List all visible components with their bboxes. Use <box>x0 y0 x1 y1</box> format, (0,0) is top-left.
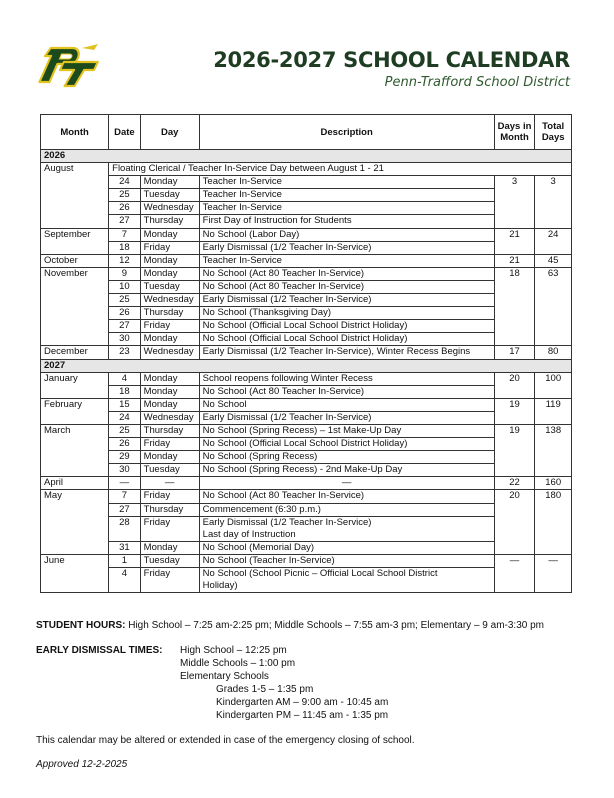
description-cell: No School (Official Local School District Holiday) <box>199 438 494 451</box>
total-days-cell: 63 <box>535 267 572 346</box>
day-cell: Friday <box>140 438 199 451</box>
date-cell: 9 <box>109 267 141 280</box>
description-line: Early Dismissal (1/2 Teacher In-Service) <box>202 516 372 528</box>
description-cell: Teacher In-Service <box>199 202 494 215</box>
description-cell: No School (Memorial Day) <box>199 541 494 554</box>
description-cell: Early Dismissal (1/2 Teacher In-Service), Winter Recess Begins <box>199 346 494 359</box>
early-dismissal-middle: Middle Schools – 1:00 pm <box>180 658 296 669</box>
description-cell <box>199 568 494 593</box>
early-dismissal-high: High School – 12:25 pm <box>180 645 287 656</box>
day-cell: Friday <box>140 241 199 254</box>
table-row <box>41 398 572 411</box>
day-cell: Friday <box>140 568 199 593</box>
description-cell: No School <box>199 398 494 411</box>
description-cell: No School (Official Local School District Holiday) <box>199 320 494 333</box>
total-days-cell: 180 <box>535 490 572 554</box>
description-cell: Commencement (6:30 p.m.) <box>199 503 494 516</box>
total-days-cell: 119 <box>535 398 572 424</box>
day-cell: Friday <box>140 516 199 541</box>
description-line: Holiday) <box>202 580 238 592</box>
year-label: 2026 <box>41 150 572 163</box>
date-cell: 4 <box>109 372 141 385</box>
date-cell: 15 <box>109 398 141 411</box>
day-cell: Monday <box>140 398 199 411</box>
date-cell: — <box>109 477 141 490</box>
day-cell: Monday <box>140 254 199 267</box>
day-cell: Monday <box>140 267 199 280</box>
total-days-cell: 24 <box>535 228 572 254</box>
description-cell: No School (Labor Day) <box>199 228 494 241</box>
table-row <box>41 516 572 541</box>
table-row <box>41 451 572 464</box>
date-cell: 23 <box>109 346 141 359</box>
table-row <box>41 241 572 254</box>
table-row <box>41 320 572 333</box>
table-row <box>41 189 572 202</box>
days-in-month-cell: 19 <box>494 424 535 476</box>
table-row <box>41 554 572 567</box>
page-title: 2026-2027 SCHOOL CALENDAR <box>213 48 570 72</box>
description-cell: No School (Official Local School District Holiday) <box>199 333 494 346</box>
table-row <box>41 228 572 241</box>
day-cell: Friday <box>140 320 199 333</box>
month-cell: August <box>41 163 109 228</box>
day-cell: Wednesday <box>140 346 199 359</box>
date-cell: 26 <box>109 202 141 215</box>
month-cell: October <box>41 254 109 267</box>
date-cell: 25 <box>109 189 141 202</box>
date-cell: 31 <box>109 541 141 554</box>
student-hours <box>36 620 544 631</box>
month-cell: January <box>41 372 109 398</box>
day-cell: Monday <box>140 541 199 554</box>
day-cell: Thursday <box>140 503 199 516</box>
day-cell: Monday <box>140 385 199 398</box>
month-cell: June <box>41 554 109 592</box>
date-cell: 28 <box>109 516 141 541</box>
description-cell: No School (Act 80 Teacher In-Service) <box>199 267 494 280</box>
district-name: Penn-Trafford School District <box>384 75 570 90</box>
days-in-month-cell: 20 <box>494 372 535 398</box>
day-cell: Tuesday <box>140 464 199 477</box>
total-days-cell: 100 <box>535 372 572 398</box>
year-row <box>41 150 572 163</box>
date-cell: 27 <box>109 503 141 516</box>
description-cell: No School (Spring Recess) - 2nd Make-Up Day <box>199 464 494 477</box>
description-cell: — <box>199 477 494 490</box>
table-row <box>41 280 572 293</box>
month-cell: February <box>41 398 109 424</box>
calendar-table <box>40 114 572 593</box>
total-days-cell: 160 <box>535 477 572 490</box>
table-row <box>41 163 572 176</box>
day-cell: Thursday <box>140 424 199 437</box>
date-cell: 18 <box>109 241 141 254</box>
date-cell: 26 <box>109 438 141 451</box>
date-cell: 29 <box>109 451 141 464</box>
days-in-month-cell: 22 <box>494 477 535 490</box>
day-cell: Wednesday <box>140 411 199 424</box>
day-cell: Thursday <box>140 215 199 228</box>
days-in-month-cell: 18 <box>494 267 535 346</box>
description-line: No School (School Picnic – Official Local School District <box>202 568 438 579</box>
description-cell: No School (Teacher In-Service) <box>199 554 494 567</box>
total-days-cell: 138 <box>535 424 572 476</box>
description-cell: Teacher In-Service <box>199 254 494 267</box>
column-header-description: Description <box>199 115 494 150</box>
description-cell: No School (Act 80 Teacher In-Service) <box>199 490 494 503</box>
description-cell: School reopens following Winter Recess <box>199 372 494 385</box>
approval-date: Approved 12-2-2025 <box>36 759 128 770</box>
month-cell: April <box>41 477 109 490</box>
day-cell: Monday <box>140 228 199 241</box>
student-hours-label: STUDENT HOURS: <box>36 620 126 631</box>
description-cell <box>199 516 494 541</box>
date-cell: 24 <box>109 176 141 189</box>
days-in-month-cell: 19 <box>494 398 535 424</box>
date-cell: 7 <box>109 490 141 503</box>
date-cell: 7 <box>109 228 141 241</box>
description-cell: No School (Spring Recess) – 1st Make-Up Day <box>199 424 494 437</box>
table-row <box>41 254 572 267</box>
table-row <box>41 176 572 189</box>
total-days-cell: 80 <box>535 346 572 359</box>
table-row <box>41 333 572 346</box>
description-cell: First Day of Instruction for Students <box>199 215 494 228</box>
early-dismissal-grades: Grades 1-5 – 1:35 pm <box>216 684 314 695</box>
description-cell: Teacher In-Service <box>199 176 494 189</box>
early-dismissal-label: EARLY DISMISSAL TIMES: <box>36 645 163 656</box>
table-row <box>41 424 572 437</box>
date-cell: 25 <box>109 294 141 307</box>
date-cell: 27 <box>109 215 141 228</box>
description-cell: Early Dismissal (1/2 Teacher In-Service) <box>199 241 494 254</box>
table-row <box>41 477 572 490</box>
table-row <box>41 307 572 320</box>
table-header-row <box>41 115 572 150</box>
description-line: Last day of Instruction <box>202 528 296 540</box>
column-header-days-in-month: Days in Month <box>494 115 535 150</box>
day-cell: — <box>140 477 199 490</box>
column-header-date: Date <box>109 115 141 150</box>
date-cell: 25 <box>109 424 141 437</box>
table-row <box>41 215 572 228</box>
table-row <box>41 202 572 215</box>
month-cell: November <box>41 267 109 346</box>
early-dismissal-kindergarten-pm: Kindergarten PM – 11:45 am - 1:35 pm <box>216 710 389 721</box>
total-days-cell: 3 <box>535 176 572 228</box>
day-cell: Thursday <box>140 307 199 320</box>
day-cell: Tuesday <box>140 280 199 293</box>
day-cell: Friday <box>140 490 199 503</box>
date-cell: 4 <box>109 568 141 593</box>
days-in-month-cell: 17 <box>494 346 535 359</box>
early-dismissal-elementary: Elementary Schools <box>180 671 269 682</box>
description-cell: No School (Spring Recess) <box>199 451 494 464</box>
day-cell: Monday <box>140 176 199 189</box>
description-cell: Early Dismissal (1/2 Teacher In-Service) <box>199 411 494 424</box>
days-in-month-cell: 21 <box>494 228 535 254</box>
total-days-cell: — <box>535 554 572 592</box>
table-row <box>41 411 572 424</box>
date-cell: 30 <box>109 333 141 346</box>
table-row <box>41 464 572 477</box>
date-cell: 30 <box>109 464 141 477</box>
disclaimer-text: This calendar may be altered or extended in case of the emergency closing of school. <box>36 735 415 746</box>
day-cell: Monday <box>140 372 199 385</box>
days-in-month-cell: — <box>494 554 535 592</box>
early-dismissal-kindergarten-am: Kindergarten AM – 9:00 am - 10:45 am <box>216 697 389 708</box>
month-cell: September <box>41 228 109 254</box>
days-in-month-cell: 3 <box>494 176 535 228</box>
year-label: 2027 <box>41 359 572 372</box>
date-cell: 18 <box>109 385 141 398</box>
month-cell: March <box>41 424 109 476</box>
month-cell: May <box>41 490 109 554</box>
description-cell: No School (Thanksgiving Day) <box>199 307 494 320</box>
student-hours-text: High School – 7:25 am-2:25 pm; Middle Schools – 7:55 am-3 pm; Elementary – 9 am-3:30 pm <box>128 620 544 631</box>
school-logo <box>38 42 100 88</box>
column-header-total-days: Total Days <box>535 115 572 150</box>
date-cell: 12 <box>109 254 141 267</box>
table-row <box>41 346 572 359</box>
month-cell: December <box>41 346 109 359</box>
day-cell: Monday <box>140 451 199 464</box>
days-in-month-cell: 21 <box>494 254 535 267</box>
date-cell: 26 <box>109 307 141 320</box>
description-cell: No School (Act 80 Teacher In-Service) <box>199 280 494 293</box>
year-row <box>41 359 572 372</box>
table-row <box>41 267 572 280</box>
date-cell: 1 <box>109 554 141 567</box>
day-cell: Wednesday <box>140 294 199 307</box>
day-cell: Tuesday <box>140 554 199 567</box>
table-row <box>41 438 572 451</box>
table-row <box>41 503 572 516</box>
date-cell: 27 <box>109 320 141 333</box>
days-in-month-cell: 20 <box>494 490 535 554</box>
table-row <box>41 372 572 385</box>
column-header-month: Month <box>41 115 109 150</box>
date-cell: 24 <box>109 411 141 424</box>
day-cell: Tuesday <box>140 189 199 202</box>
description-cell: Teacher In-Service <box>199 189 494 202</box>
table-row <box>41 294 572 307</box>
description-cell: Floating Clerical / Teacher In-Service Day between August 1 - 21 <box>109 163 572 176</box>
day-cell: Monday <box>140 333 199 346</box>
description-cell: No School (Act 80 Teacher In-Service) <box>199 385 494 398</box>
table-row <box>41 568 572 593</box>
table-row <box>41 385 572 398</box>
date-cell: 10 <box>109 280 141 293</box>
day-cell: Wednesday <box>140 202 199 215</box>
column-header-day: Day <box>140 115 199 150</box>
table-row <box>41 490 572 503</box>
description-cell: Early Dismissal (1/2 Teacher In-Service) <box>199 294 494 307</box>
total-days-cell: 45 <box>535 254 572 267</box>
table-row <box>41 541 572 554</box>
